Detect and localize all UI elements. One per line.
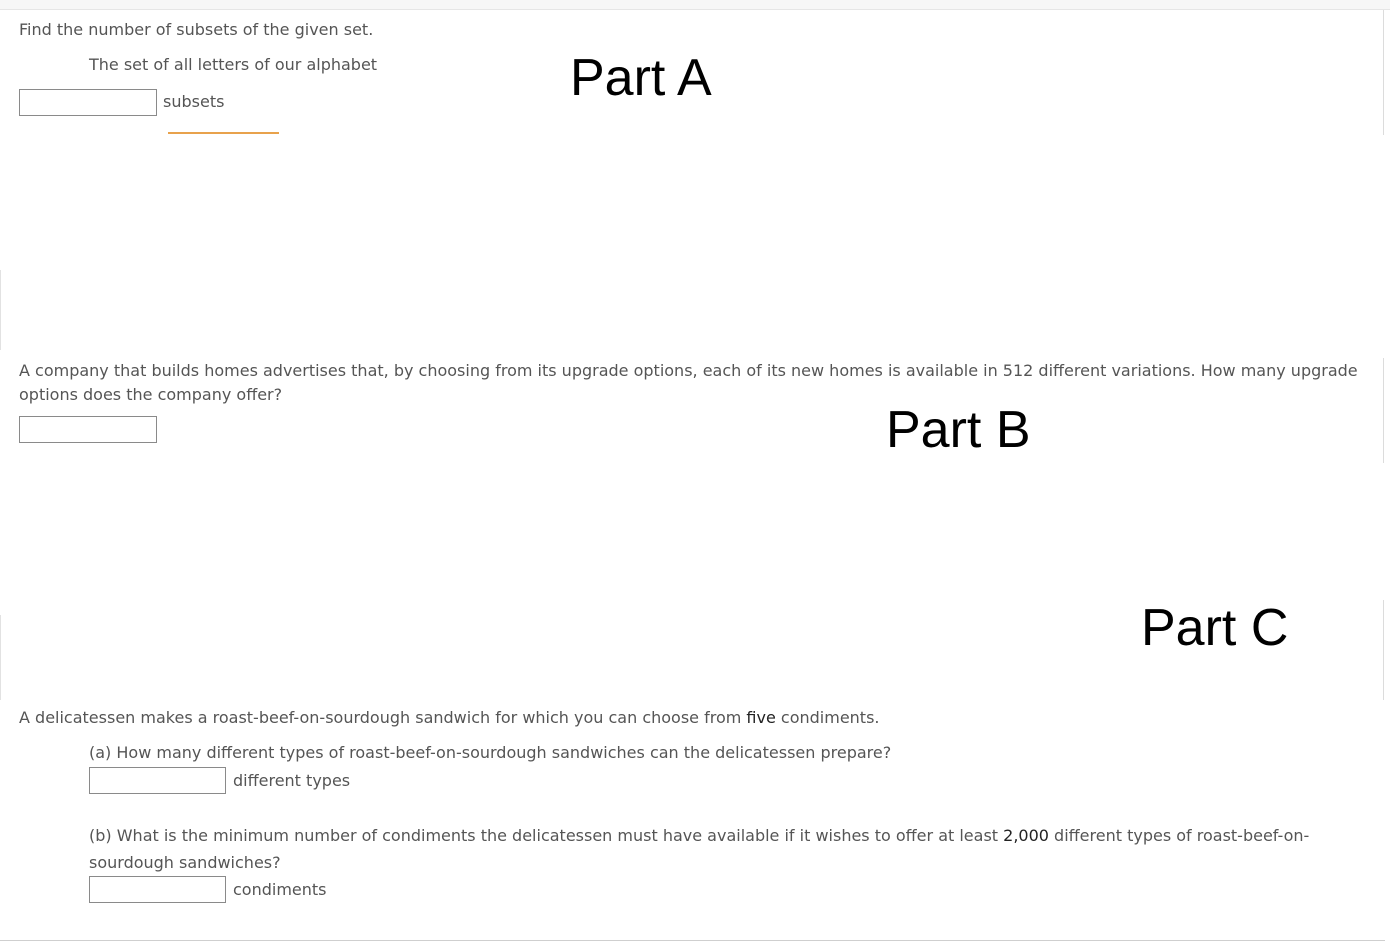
left-divider-a [0, 270, 1, 350]
part-c-label: Part C [1141, 599, 1289, 657]
part-c-question-b [89, 822, 1364, 876]
part-a-instruction: Find the number of subsets of the given set. [19, 20, 374, 39]
part-c-question-a: (a) How many different types of roast-beef-on-sourdough sandwiches can the delicatessen prepare? [89, 743, 892, 762]
right-divider-b [1383, 358, 1384, 463]
part-a-answer-underline [168, 132, 279, 134]
part-c-question-b-after: different types of roast-beef-on-sourdough sandwiches? [89, 826, 1310, 872]
part-c-answer-b-input[interactable] [89, 876, 226, 903]
part-c-answer-a-input[interactable] [89, 767, 226, 794]
part-c-intro-after: condiments. [775, 708, 880, 727]
part-b-question: A company that builds homes advertises that, by choosing from its upgrade options, each of its new homes is available in 512 different variations. How many upgrade options does the company offer? [19, 361, 1358, 404]
part-c-unit-a-label: different types [233, 771, 351, 790]
part-b-label: Part B [886, 401, 1031, 459]
part-c-intro-before: A delicatessen makes a roast-beef-on-sourdough sandwich for which you can choose from [19, 708, 747, 727]
bottom-divider [0, 940, 1385, 941]
left-divider-c [0, 615, 1, 700]
part-a-answer-input[interactable] [19, 89, 157, 116]
part-c-intro [19, 706, 880, 730]
right-divider-a [1383, 10, 1384, 135]
part-c-threshold-value: 2,000 [1003, 826, 1049, 845]
part-a-set-description: The set of all letters of our alphabet [89, 55, 378, 74]
right-divider-c [1383, 600, 1384, 700]
part-c-question-b-before: (b) What is the minimum number of condiments the delicatessen must have available if it wishes to offer at least [89, 826, 1004, 845]
part-a-label: Part A [570, 49, 712, 107]
part-b-answer-input[interactable] [19, 416, 157, 443]
part-c-condiment-count: five [746, 708, 776, 727]
top-bar [0, 0, 1390, 10]
part-c-unit-b-label: condiments [233, 880, 327, 899]
part-a-unit-label: subsets [163, 92, 225, 111]
